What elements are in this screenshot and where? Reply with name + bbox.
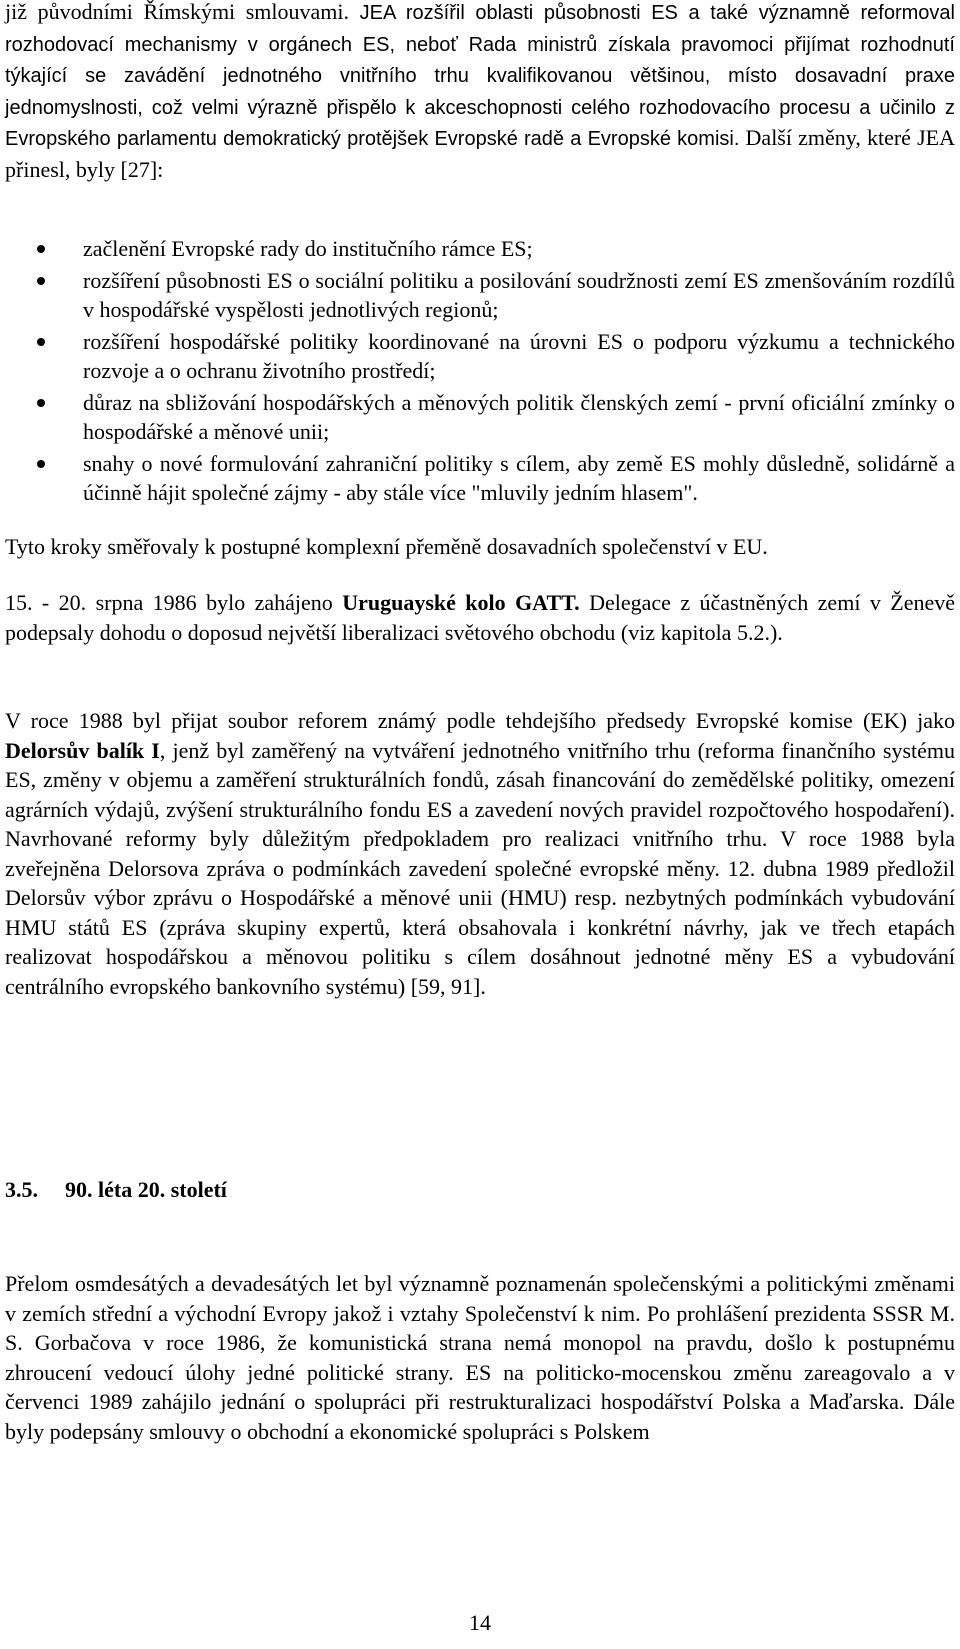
jea-changes-list xyxy=(5,234,955,510)
uruguay-round-term: Uruguayské kolo GATT. xyxy=(342,590,580,615)
page-number: 14 xyxy=(469,1610,491,1635)
section-title: 90. léta 20. století xyxy=(65,1177,227,1202)
delors-package-term: Delorsův balík I xyxy=(5,737,160,763)
paragraph-uruguay-round: 15. - 20. srpna 1986 bylo zahájeno Uruguayské kolo GATT. Delegace z účastněných zemí v Ženevě podepsaly dohodu o doposud největší liberalizaci světového obchodu (viz kapitola 5.2.). xyxy=(5,590,955,645)
paragraph-jea-lead: již původními Římskými smlouvami. xyxy=(5,0,350,24)
paragraph-90s: Přelom osmdesátých a devadesátých let byl významně poznamenán společenskými a politickými změnami v zemích střední a východní Evropy jakož i vztahy Společenství k nim. Po prohlášení prezidenta SSSR M. S. Gorbačova v roce 1986, že komunistická strana nemá monopol na pravdu, došlo k postupnému zhroucení vedoucí úlohy jedné politické strany. ES na politicko-mocenskou změnu zareagovalo a v červenci 1989 zahájilo jednání o spolupráci při restrukturalizaci hospodářství Polska a Maďarska. Dále byly podepsány smlouvy o obchodní a ekonomické spolupráci s Polskem xyxy=(5,1271,955,1444)
list-item: rozšíření hospodářské politiky koordinované na úrovni ES o podporu výzkumu a technického rozvoje a o ochranu životního prostředí; xyxy=(5,327,955,386)
paragraph-steps: Tyto kroky směřovaly k postupné komplexní přeměně dosavadních společenství v EU. xyxy=(5,534,768,559)
bullet-icon xyxy=(37,338,45,346)
paragraph-delors: V roce 1988 byl přijat soubor reforem známý podle tehdejšího předsedy Evropské komise (EK) jako Delorsův balík I, jenž byl zaměřený na vytváření jednotného vnitřního trhu (reforma finančního systému ES, změny v objemu a zaměření strukturálních fondů, zásah financování do zemědělské politiky, omezení agrárních výdajů, zvýšení strukturálního fondu ES a zavedení nových pravidel rozpočtového hospodaření). Navrhované reformy byly důležitým předpokladem pro realizaci vnitřního trhu. V roce 1988 byla zveřejněna Delorsova zpráva o podmínkách zavedení společné evropské měny. 12. dubna 1989 předložil Delorsův výbor zprávu o Hospodářské a měnové unii (HMU) resp. nezbytných podmínkách vybudování HMU států ES (zpráva skupiny expertů, která obsahovala i konkrétní návrhy, jak ve třech etapách realizovat hospodářskou a měnovou politiku s cílem dosáhnout jednotné měny ES a vybudování centrálního evropského bankovního systému) [59, 91]. xyxy=(5,708,955,999)
paragraph-jea-body: JEA rozšířil oblasti působnosti ES a také významně reformoval rozhodovací mechanismy v orgánech ES, neboť Rada ministrů získala pravomoci přijímat rozhodnutí týkající se zavádění jednotného vnitřního trhu kvalifikovanou většinou, místo dosavadní praxe jednomyslnosti, což velmi výrazně přispělo k akceschopnosti celého rozhodovacího procesu a učinilo z Evropského parlamentu demokratický protějšek Evropské radě a Evropské komisi. xyxy=(5,2,955,150)
bullet-icon xyxy=(37,460,45,468)
list-item: snahy o nové formulování zahraniční politiky s cílem, aby země ES mohly důsledně, solidárně a účinně hájit společné zájmy - aby stále více "mluvily jedním hlasem". xyxy=(5,449,955,508)
paragraph-jea-tail: Další změny, které JEA přinesl, byly [27]: xyxy=(5,125,955,182)
bullet-icon xyxy=(37,277,45,285)
list-item: začlenění Evropské rady do institučního rámce ES; xyxy=(5,234,955,264)
bullet-icon xyxy=(37,399,45,407)
list-item: rozšíření působnosti ES o sociální politiku a posilování soudržnosti zemí ES zmenšováním rozdílů v hospodářské vyspělosti jednotlivých regionů; xyxy=(5,266,955,325)
section-number: 3.5. xyxy=(5,1177,38,1202)
bullet-icon xyxy=(37,245,45,253)
paragraph-jea xyxy=(5,0,955,184)
list-item: důraz na sbližování hospodářských a měnových politik členských zemí - první oficiální zmínky o hospodářské a měnové unii; xyxy=(5,388,955,447)
section-heading xyxy=(5,1175,955,1205)
